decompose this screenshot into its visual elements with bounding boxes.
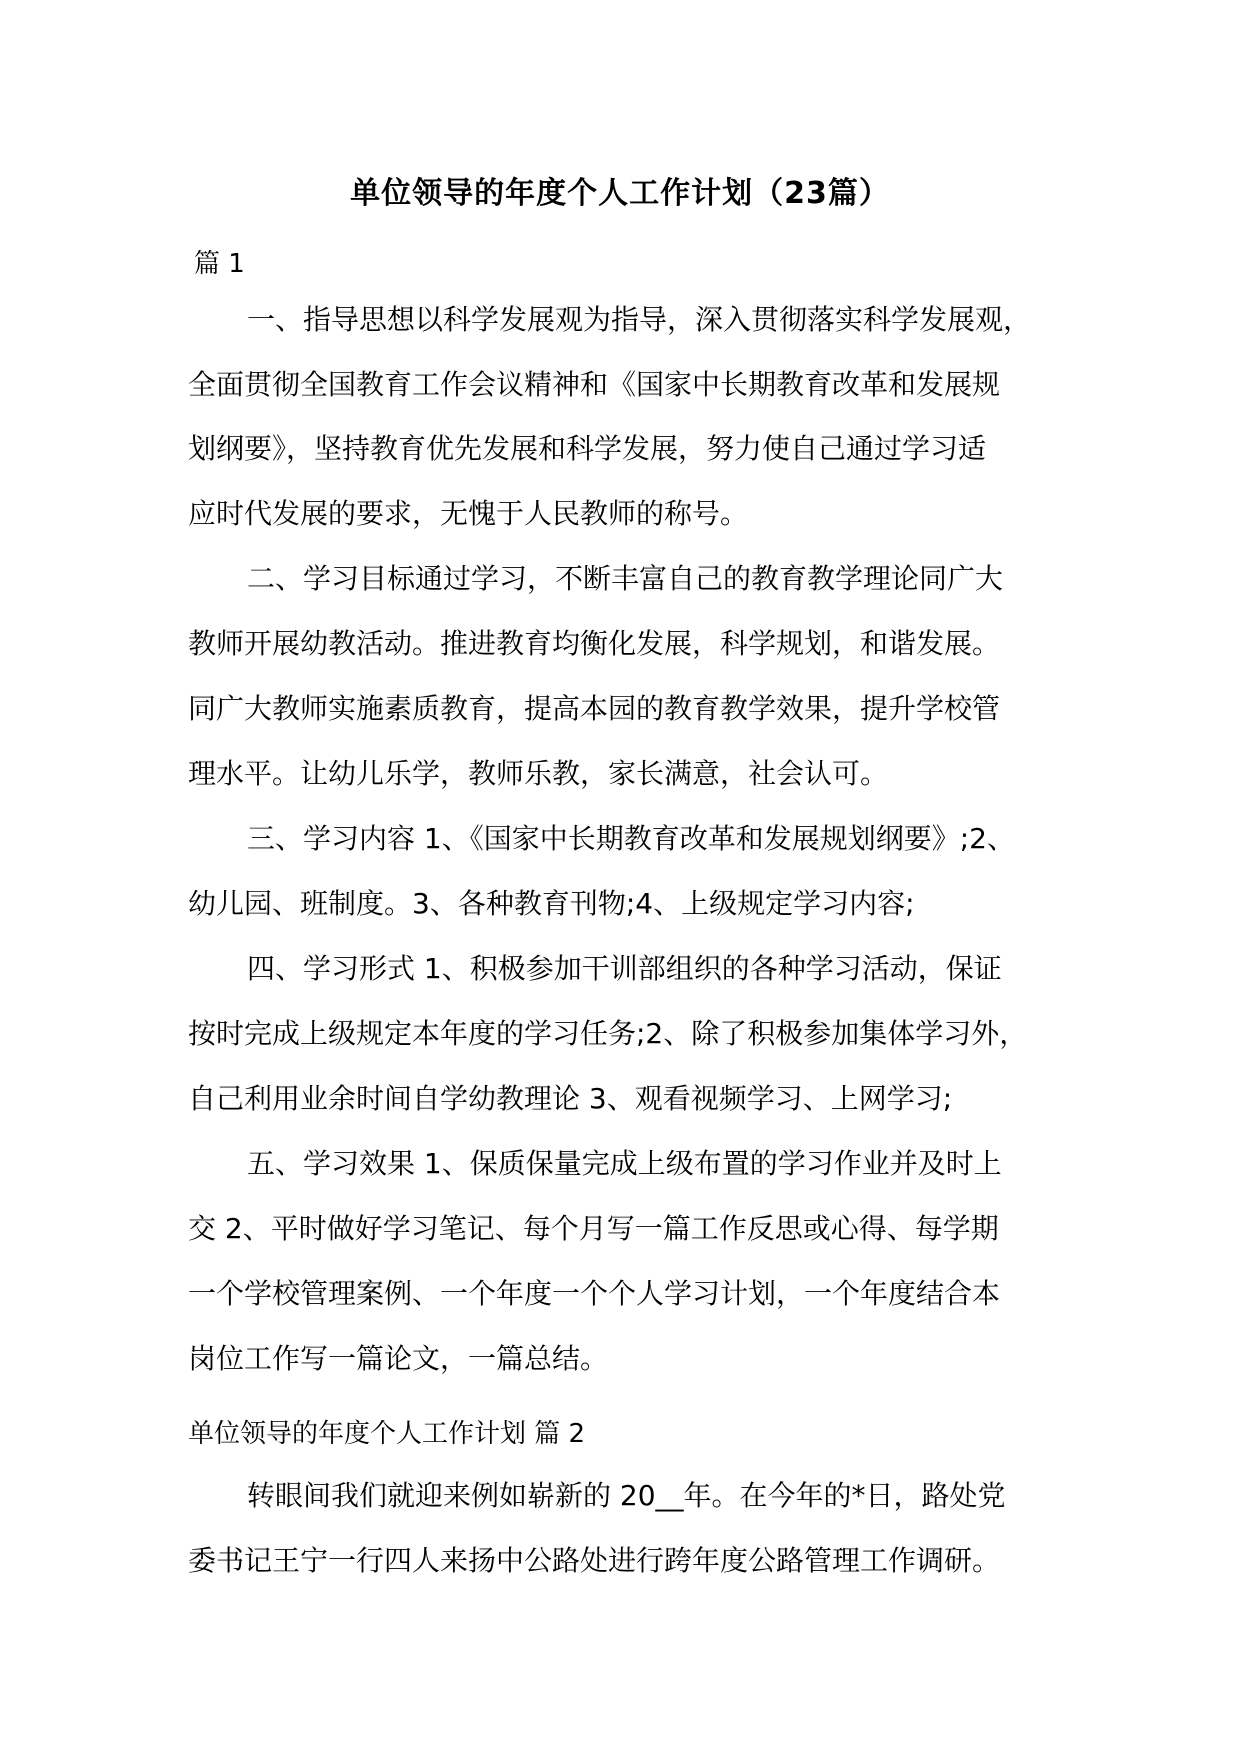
paragraph-line: 幼儿园、班制度。3、各种教育刊物;4、上级规定学习内容; bbox=[188, 887, 915, 920]
paragraph-line: 应时代发展的要求，无愧于人民教师的称号。 bbox=[188, 497, 749, 530]
paragraph-line: 按时完成上级规定本年度的学习任务;2、除了积极参加集体学习外， bbox=[188, 1017, 1028, 1050]
paragraph-line: 二、学习目标通过学习，不断丰富自己的教育教学理论同广大 bbox=[247, 562, 1004, 595]
paragraph-line: 一、指导思想以科学发展观为指导，深入贯彻落实科学发展观， bbox=[247, 303, 1032, 336]
paragraph-line: 岗位工作写一篇论文，一篇总结。 bbox=[188, 1342, 609, 1375]
paragraph-line: 教师开展幼教活动。推进教育均衡化发展，科学规划，和谐发展。 bbox=[188, 627, 1001, 660]
paragraph-line: 三、学习内容 1、《国家中长期教育改革和发展规划纲要》;2、 bbox=[247, 822, 1015, 855]
paragraph-line: 四、学习形式 1、积极参加干训部组织的各种学习活动，保证 bbox=[247, 952, 1002, 985]
paragraph-line: 委书记王宁一行四人来扬中公路处进行跨年度公路管理工作调研。 bbox=[188, 1544, 1001, 1577]
paragraph-line: 交 2、平时做好学习笔记、每个月写一篇工作反思或心得、每学期 bbox=[188, 1212, 999, 1245]
paragraph-line: 自己利用业余时间自学幼教理论 3、观看视频学习、上网学习; bbox=[188, 1082, 953, 1115]
section-1-label: 篇 1 bbox=[194, 249, 245, 279]
paragraph-line: 五、学习效果 1、保质保量完成上级布置的学习作业并及时上 bbox=[247, 1147, 1002, 1180]
document-title: 单位领导的年度个人工作计划（23篇） bbox=[350, 176, 890, 211]
paragraph-line: 划纲要》，坚持教育优先发展和科学发展，努力使自己通过学习适 bbox=[188, 432, 987, 465]
paragraph-line: 转眼间我们就迎来例如崭新的 20__年。在今年的*日，路处党 bbox=[247, 1479, 1006, 1512]
paragraph-line: 全面贯彻全国教育工作会议精神和《国家中长期教育改革和发展规 bbox=[188, 368, 1001, 401]
paragraph-line: 理水平。让幼儿乐学，教师乐教，家长满意，社会认可。 bbox=[188, 757, 889, 790]
paragraph-line: 一个学校管理案例、一个年度一个个人学习计划，一个年度结合本 bbox=[188, 1277, 1001, 1310]
paragraph-line: 同广大教师实施素质教育，提高本园的教育教学效果，提升学校管 bbox=[188, 692, 1001, 725]
section-2-label: 单位领导的年度个人工作计划 篇 2 bbox=[188, 1419, 586, 1449]
